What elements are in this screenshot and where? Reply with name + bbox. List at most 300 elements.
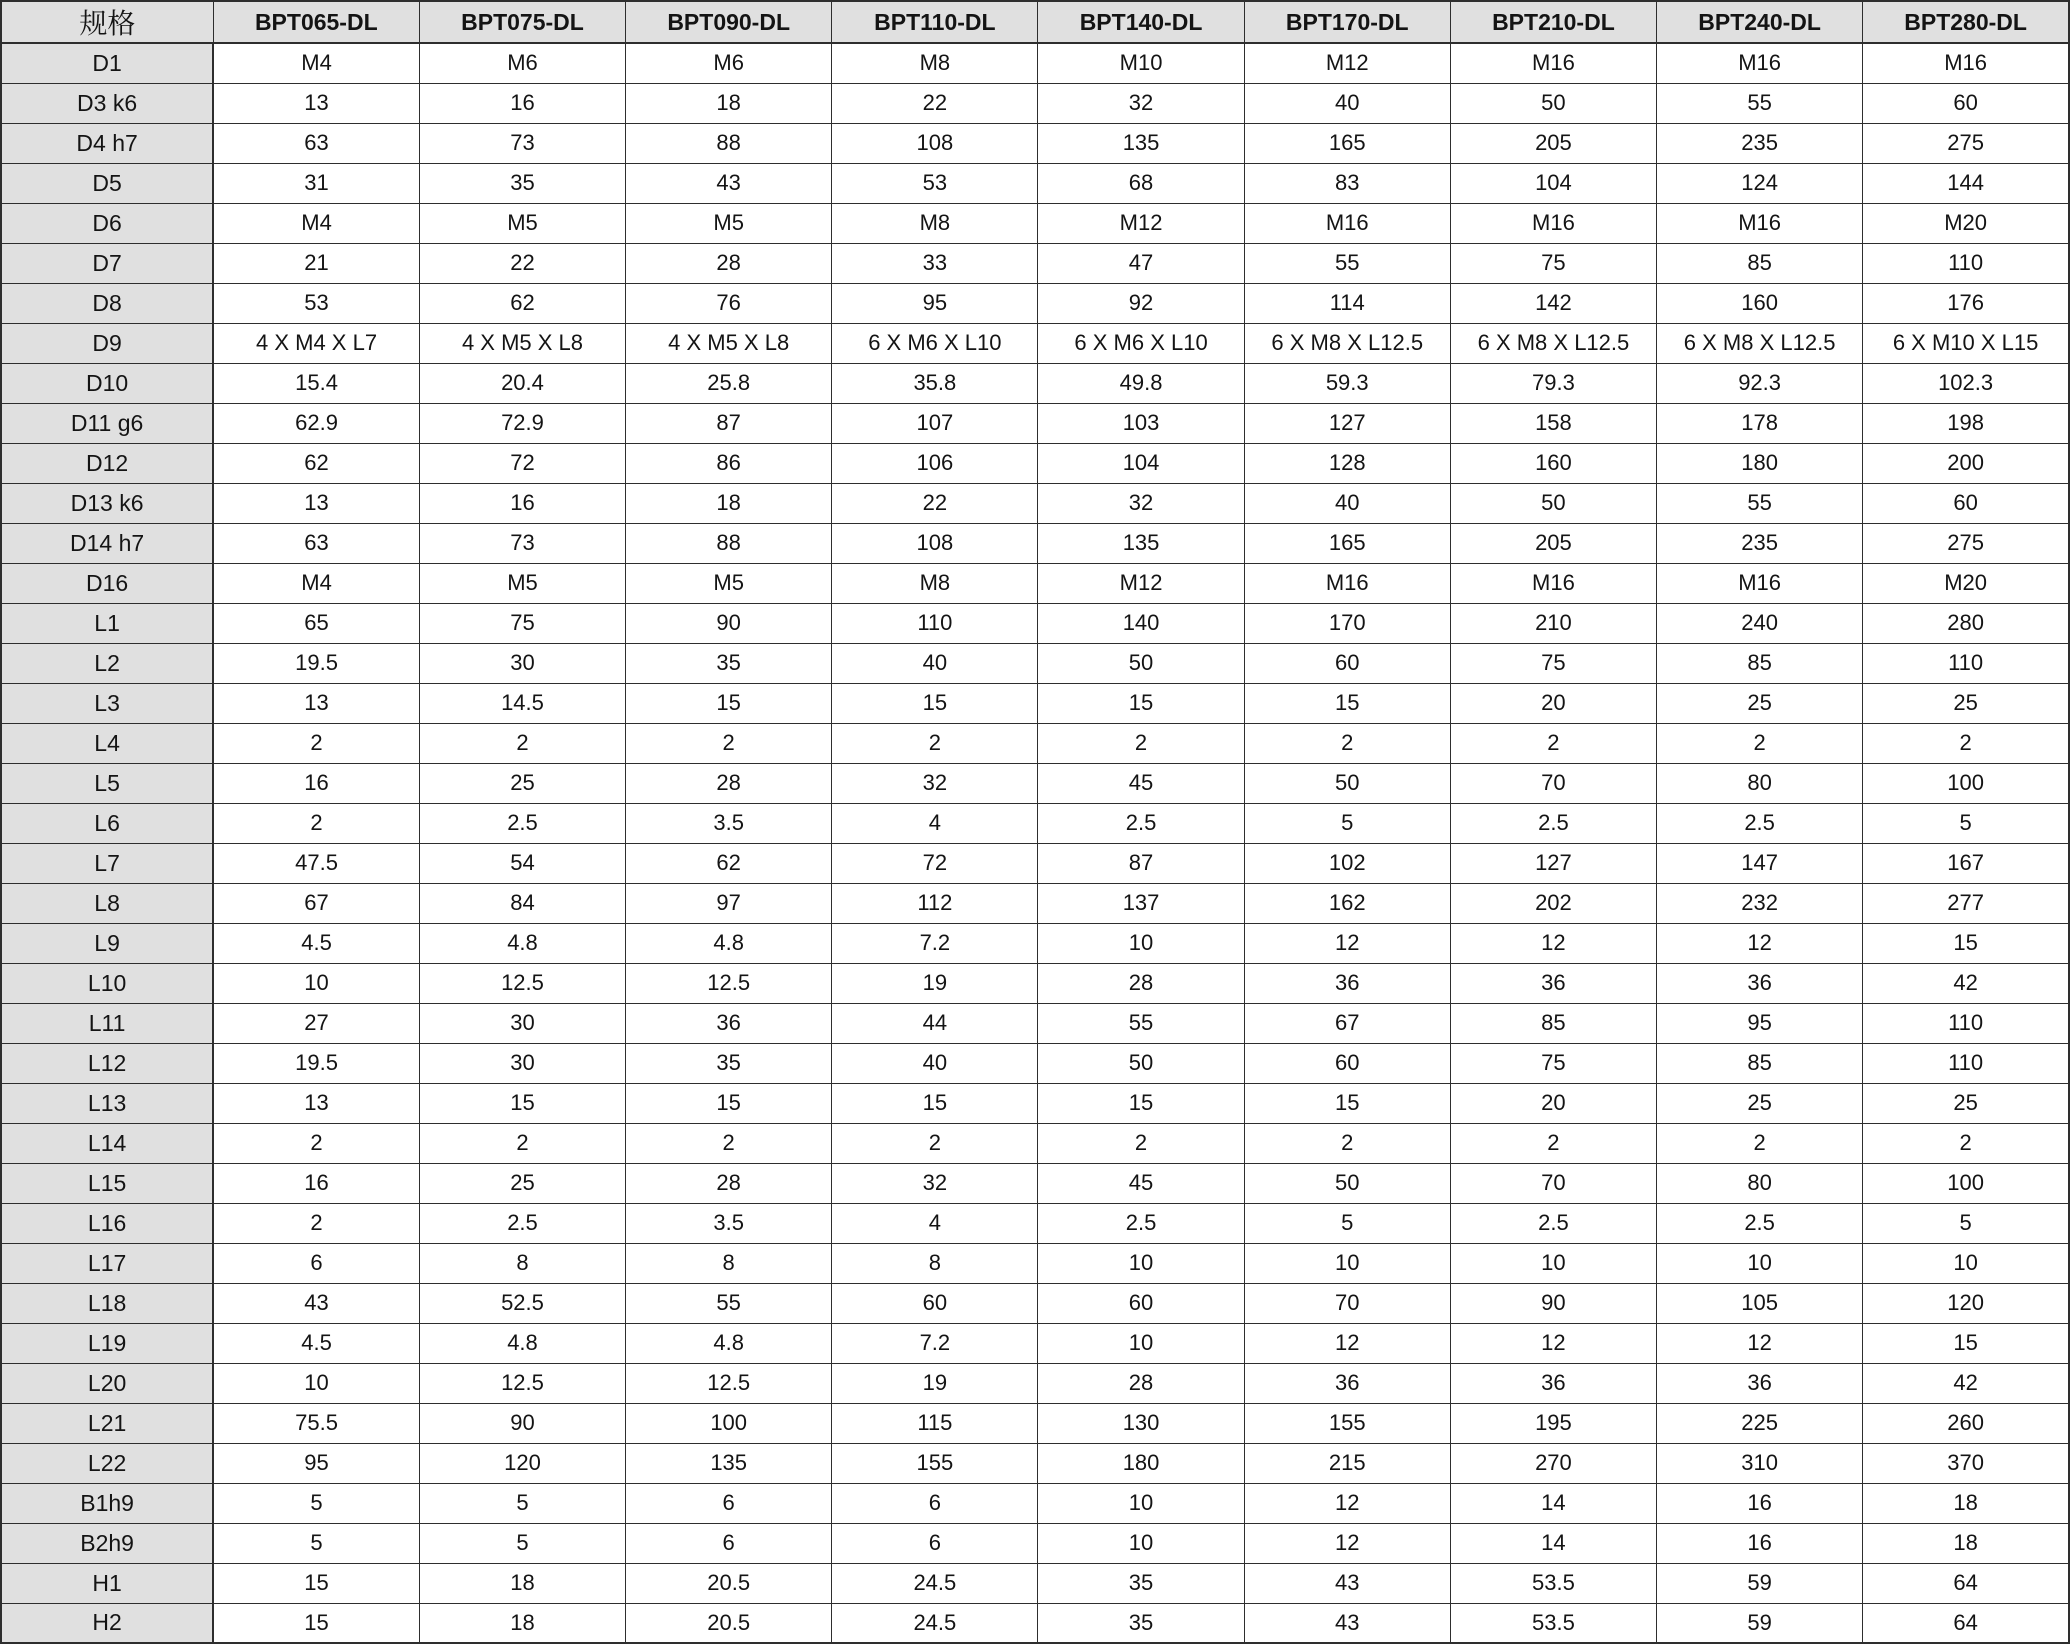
table-cell: 62 [626, 843, 832, 883]
table-cell: 310 [1657, 1443, 1863, 1483]
table-cell: 205 [1450, 523, 1656, 563]
table-cell: 22 [832, 483, 1038, 523]
table-cell: M5 [626, 563, 832, 603]
table-cell: 72 [832, 843, 1038, 883]
table-cell: 85 [1657, 643, 1863, 683]
table-cell: 277 [1863, 883, 2069, 923]
table-cell: 16 [213, 1163, 419, 1203]
table-cell: 130 [1038, 1403, 1244, 1443]
table-cell: 2.5 [1038, 803, 1244, 843]
table-cell: 180 [1038, 1443, 1244, 1483]
table-cell: 20 [1450, 683, 1656, 723]
table-row [1, 323, 2069, 363]
row-label: L14 [1, 1123, 213, 1163]
table-row [1, 1243, 2069, 1283]
table-cell: 85 [1657, 243, 1863, 283]
table-cell: 32 [1038, 483, 1244, 523]
table-cell: M20 [1863, 203, 2069, 243]
column-header-bpt075-dl: BPT075-DL [419, 1, 625, 43]
spec-header-corner-label: 规格 [1, 1, 213, 43]
table-cell: 135 [1038, 123, 1244, 163]
row-label: L22 [1, 1443, 213, 1483]
table-cell: 25 [1657, 683, 1863, 723]
table-cell: 100 [1863, 763, 2069, 803]
table-cell: 2 [626, 723, 832, 763]
table-row [1, 603, 2069, 643]
table-cell: 2.5 [1450, 1203, 1656, 1243]
table-cell: 5 [213, 1523, 419, 1563]
table-cell: 62.9 [213, 403, 419, 443]
table-cell: M4 [213, 203, 419, 243]
table-cell: 22 [419, 243, 625, 283]
table-cell: 162 [1244, 883, 1450, 923]
table-cell: 13 [213, 83, 419, 123]
table-cell: 4.8 [419, 923, 625, 963]
table-cell: 79.3 [1450, 363, 1656, 403]
row-label: D13 k6 [1, 483, 213, 523]
table-cell: 5 [1863, 1203, 2069, 1243]
table-row [1, 483, 2069, 523]
table-cell: 170 [1244, 603, 1450, 643]
table-cell: 92 [1038, 283, 1244, 323]
table-cell: 2 [1657, 723, 1863, 763]
table-cell: 25 [1657, 1083, 1863, 1123]
table-row [1, 43, 2069, 83]
table-cell: 18 [1863, 1523, 2069, 1563]
table-cell: 67 [213, 883, 419, 923]
table-cell: 62 [213, 443, 419, 483]
table-cell: 15 [419, 1083, 625, 1123]
table-row [1, 1163, 2069, 1203]
table-cell: 63 [213, 523, 419, 563]
table-cell: 73 [419, 523, 625, 563]
table-cell: M8 [832, 43, 1038, 83]
table-cell: 225 [1657, 1403, 1863, 1443]
table-cell: 178 [1657, 403, 1863, 443]
table-cell: 158 [1450, 403, 1656, 443]
table-cell: M4 [213, 563, 419, 603]
table-cell: 47 [1038, 243, 1244, 283]
table-cell: 200 [1863, 443, 2069, 483]
table-cell: 6 [832, 1523, 1038, 1563]
table-row [1, 683, 2069, 723]
table-cell: 60 [1863, 83, 2069, 123]
table-cell: 10 [213, 963, 419, 1003]
table-cell: 43 [1244, 1603, 1450, 1643]
table-cell: 35.8 [832, 363, 1038, 403]
row-label: H1 [1, 1563, 213, 1603]
table-cell: 84 [419, 883, 625, 923]
table-cell: 6 [832, 1483, 1038, 1523]
table-cell: 35 [626, 1043, 832, 1083]
table-row [1, 923, 2069, 963]
table-cell: 50 [1244, 763, 1450, 803]
table-cell: 202 [1450, 883, 1656, 923]
table-cell: 13 [213, 1083, 419, 1123]
table-cell: M5 [419, 563, 625, 603]
table-cell: 165 [1244, 523, 1450, 563]
table-cell: 5 [213, 1483, 419, 1523]
table-cell: M5 [419, 203, 625, 243]
table-cell: 4 X M4 X L7 [213, 323, 419, 363]
table-cell: 2 [832, 1123, 1038, 1163]
row-label: D3 k6 [1, 83, 213, 123]
row-label: H2 [1, 1603, 213, 1643]
table-cell: 36 [1450, 963, 1656, 1003]
table-cell: 40 [832, 643, 1038, 683]
table-row [1, 1403, 2069, 1443]
table-cell: 20.5 [626, 1603, 832, 1643]
table-cell: 40 [832, 1043, 1038, 1083]
table-cell: 25 [1863, 683, 2069, 723]
table-cell: 12 [1450, 923, 1656, 963]
table-cell: 53 [832, 163, 1038, 203]
table-cell: 15 [1244, 683, 1450, 723]
table-row [1, 443, 2069, 483]
table-cell: 135 [1038, 523, 1244, 563]
table-cell: 52.5 [419, 1283, 625, 1323]
table-cell: 35 [1038, 1603, 1244, 1643]
table-cell: 64 [1863, 1563, 2069, 1603]
table-cell: 87 [626, 403, 832, 443]
table-cell: 16 [1657, 1483, 1863, 1523]
table-cell: 55 [626, 1283, 832, 1323]
table-cell: 53.5 [1450, 1563, 1656, 1603]
table-cell: 104 [1038, 443, 1244, 483]
table-cell: 36 [1657, 1363, 1863, 1403]
row-label: D4 h7 [1, 123, 213, 163]
table-cell: 15 [1038, 1083, 1244, 1123]
table-cell: M16 [1657, 43, 1863, 83]
table-cell: 90 [1450, 1283, 1656, 1323]
table-row [1, 203, 2069, 243]
table-cell: 120 [419, 1443, 625, 1483]
table-row [1, 1003, 2069, 1043]
table-cell: 100 [626, 1403, 832, 1443]
table-cell: 110 [1863, 1003, 2069, 1043]
table-cell: 8 [626, 1243, 832, 1283]
table-cell: 43 [626, 163, 832, 203]
table-cell: 240 [1657, 603, 1863, 643]
table-row [1, 1363, 2069, 1403]
table-cell: 60 [1244, 1043, 1450, 1083]
table-cell: 15 [213, 1603, 419, 1643]
table-cell: 160 [1657, 283, 1863, 323]
table-cell: 12.5 [626, 1363, 832, 1403]
table-cell: 20.5 [626, 1563, 832, 1603]
table-cell: 90 [626, 603, 832, 643]
table-cell: 3.5 [626, 803, 832, 843]
table-cell: 7.2 [832, 923, 1038, 963]
table-cell: 12 [1657, 1323, 1863, 1363]
table-cell: 5 [1244, 1203, 1450, 1243]
table-cell: 76 [626, 283, 832, 323]
table-cell: 110 [832, 603, 1038, 643]
table-cell: 127 [1244, 403, 1450, 443]
row-label: L19 [1, 1323, 213, 1363]
row-label: L17 [1, 1243, 213, 1283]
table-cell: 15 [213, 1563, 419, 1603]
row-label: D1 [1, 43, 213, 83]
table-row [1, 1443, 2069, 1483]
row-label: L15 [1, 1163, 213, 1203]
table-cell: 4 X M5 X L8 [419, 323, 625, 363]
table-cell: 85 [1657, 1043, 1863, 1083]
table-cell: 95 [213, 1443, 419, 1483]
table-cell: 60 [1244, 643, 1450, 683]
table-cell: 43 [1244, 1563, 1450, 1603]
table-cell: 19.5 [213, 643, 419, 683]
table-cell: 137 [1038, 883, 1244, 923]
table-cell: 45 [1038, 763, 1244, 803]
table-cell: 107 [832, 403, 1038, 443]
table-cell: 210 [1450, 603, 1656, 643]
table-cell: 110 [1863, 643, 2069, 683]
table-cell: 42 [1863, 963, 2069, 1003]
table-cell: 155 [832, 1443, 1038, 1483]
row-label: D14 h7 [1, 523, 213, 563]
table-cell: 75 [1450, 1043, 1656, 1083]
table-row [1, 1043, 2069, 1083]
table-cell: 4.5 [213, 1323, 419, 1363]
row-label: B2h9 [1, 1523, 213, 1563]
row-label: L7 [1, 843, 213, 883]
row-label: L18 [1, 1283, 213, 1323]
table-cell: 135 [626, 1443, 832, 1483]
table-cell: 64 [1863, 1603, 2069, 1643]
table-cell: 12 [1244, 1483, 1450, 1523]
table-cell: 15 [1038, 683, 1244, 723]
table-row [1, 163, 2069, 203]
table-cell: M20 [1863, 563, 2069, 603]
table-cell: 4 X M5 X L8 [626, 323, 832, 363]
table-cell: 97 [626, 883, 832, 923]
column-header-bpt140-dl: BPT140-DL [1038, 1, 1244, 43]
table-cell: 60 [1863, 483, 2069, 523]
row-label: L8 [1, 883, 213, 923]
row-label: D12 [1, 443, 213, 483]
table-cell: 2.5 [1657, 1203, 1863, 1243]
row-label: L12 [1, 1043, 213, 1083]
table-row [1, 723, 2069, 763]
table-cell: 195 [1450, 1403, 1656, 1443]
table-cell: 6 X M8 X L12.5 [1450, 323, 1656, 363]
table-cell: 59 [1657, 1563, 1863, 1603]
table-cell: 235 [1657, 523, 1863, 563]
table-cell: 30 [419, 1043, 625, 1083]
table-cell: 270 [1450, 1443, 1656, 1483]
table-cell: 70 [1450, 1163, 1656, 1203]
table-cell: 15 [1863, 1323, 2069, 1363]
table-cell: 33 [832, 243, 1038, 283]
table-cell: 205 [1450, 123, 1656, 163]
table-cell: 13 [213, 483, 419, 523]
row-label: D8 [1, 283, 213, 323]
table-cell: 75 [1450, 643, 1656, 683]
table-cell: 12 [1657, 923, 1863, 963]
table-cell: 104 [1450, 163, 1656, 203]
column-header-bpt065-dl: BPT065-DL [213, 1, 419, 43]
table-cell: 22 [832, 83, 1038, 123]
table-cell: 112 [832, 883, 1038, 923]
table-row [1, 1083, 2069, 1123]
table-cell: 16 [213, 763, 419, 803]
table-cell: 102.3 [1863, 363, 2069, 403]
table-cell: 127 [1450, 843, 1656, 883]
table-cell: 155 [1244, 1403, 1450, 1443]
table-cell: 140 [1038, 603, 1244, 643]
table-cell: 28 [626, 1163, 832, 1203]
table-cell: 25 [419, 763, 625, 803]
table-cell: 2 [213, 803, 419, 843]
table-cell: M8 [832, 563, 1038, 603]
table-cell: 120 [1863, 1283, 2069, 1323]
table-cell: 88 [626, 523, 832, 563]
table-cell: 128 [1244, 443, 1450, 483]
table-row [1, 843, 2069, 883]
table-row [1, 403, 2069, 443]
row-label: D11 g6 [1, 403, 213, 443]
table-cell: M16 [1450, 43, 1656, 83]
row-label: L20 [1, 1363, 213, 1403]
row-label: L16 [1, 1203, 213, 1243]
table-cell: 36 [1657, 963, 1863, 1003]
table-row [1, 1283, 2069, 1323]
table-cell: 103 [1038, 403, 1244, 443]
table-cell: 60 [1038, 1283, 1244, 1323]
table-cell: 10 [1244, 1243, 1450, 1283]
table-row [1, 803, 2069, 843]
row-label: L4 [1, 723, 213, 763]
table-cell: 2 [1450, 1123, 1656, 1163]
row-label: L2 [1, 643, 213, 683]
table-cell: 2 [213, 723, 419, 763]
table-cell: 3.5 [626, 1203, 832, 1243]
table-cell: M16 [1657, 563, 1863, 603]
table-cell: 70 [1244, 1283, 1450, 1323]
table-row [1, 1523, 2069, 1563]
table-cell: 12.5 [626, 963, 832, 1003]
column-header-bpt090-dl: BPT090-DL [626, 1, 832, 43]
table-cell: M5 [626, 203, 832, 243]
table-row [1, 1563, 2069, 1603]
table-cell: 18 [419, 1563, 625, 1603]
table-cell: 35 [419, 163, 625, 203]
table-cell: 67 [1244, 1003, 1450, 1043]
table-cell: 14 [1450, 1483, 1656, 1523]
table-cell: 260 [1863, 1403, 2069, 1443]
table-cell: 25.8 [626, 363, 832, 403]
table-row [1, 1323, 2069, 1363]
table-cell: 60 [832, 1283, 1038, 1323]
table-cell: 18 [626, 483, 832, 523]
table-row [1, 1123, 2069, 1163]
table-cell: 124 [1657, 163, 1863, 203]
table-cell: 30 [419, 1003, 625, 1043]
table-cell: 47.5 [213, 843, 419, 883]
row-label: D7 [1, 243, 213, 283]
table-cell: M6 [626, 43, 832, 83]
column-header-bpt110-dl: BPT110-DL [832, 1, 1038, 43]
table-cell: 36 [626, 1003, 832, 1043]
table-cell: 30 [419, 643, 625, 683]
table-cell: 12 [1244, 923, 1450, 963]
table-cell: 25 [1863, 1083, 2069, 1123]
table-cell: 106 [832, 443, 1038, 483]
table-cell: 10 [1038, 923, 1244, 963]
table-cell: M16 [1863, 43, 2069, 83]
table-cell: 15 [1863, 923, 2069, 963]
table-cell: 2 [1863, 1123, 2069, 1163]
table-row [1, 1203, 2069, 1243]
table-row [1, 123, 2069, 163]
table-cell: 2.5 [419, 803, 625, 843]
table-cell: 12.5 [419, 1363, 625, 1403]
table-cell: 2 [1038, 723, 1244, 763]
table-cell: 87 [1038, 843, 1244, 883]
table-cell: 28 [1038, 963, 1244, 1003]
table-cell: 85 [1450, 1003, 1656, 1043]
table-cell: M16 [1244, 563, 1450, 603]
table-cell: 19.5 [213, 1043, 419, 1083]
table-cell: 108 [832, 123, 1038, 163]
table-cell: 13 [213, 683, 419, 723]
table-cell: M12 [1244, 43, 1450, 83]
table-cell: 80 [1657, 763, 1863, 803]
table-cell: 105 [1657, 1283, 1863, 1323]
table-cell: 54 [419, 843, 625, 883]
table-cell: 15 [832, 1083, 1038, 1123]
table-cell: 110 [1863, 243, 2069, 283]
table-cell: 232 [1657, 883, 1863, 923]
table-cell: 6 [213, 1243, 419, 1283]
table-cell: 147 [1657, 843, 1863, 883]
table-cell: 15 [1244, 1083, 1450, 1123]
table-cell: 6 X M8 X L12.5 [1657, 323, 1863, 363]
table-cell: 15 [832, 683, 1038, 723]
table-row [1, 883, 2069, 923]
table-cell: 2 [419, 723, 625, 763]
table-row [1, 1483, 2069, 1523]
table-cell: 28 [1038, 1363, 1244, 1403]
table-cell: 45 [1038, 1163, 1244, 1203]
table-cell: 2 [213, 1203, 419, 1243]
table-cell: 18 [1863, 1483, 2069, 1523]
table-cell: 55 [1244, 243, 1450, 283]
row-label: L1 [1, 603, 213, 643]
table-cell: 50 [1244, 1163, 1450, 1203]
table-cell: M8 [832, 203, 1038, 243]
table-cell: 12 [1244, 1323, 1450, 1363]
table-cell: 24.5 [832, 1603, 1038, 1643]
table-cell: 280 [1863, 603, 2069, 643]
table-cell: 59 [1657, 1603, 1863, 1643]
table-cell: 36 [1244, 1363, 1450, 1403]
table-cell: 2.5 [1657, 803, 1863, 843]
table-cell: 8 [832, 1243, 1038, 1283]
table-row [1, 963, 2069, 1003]
row-label: L11 [1, 1003, 213, 1043]
table-row [1, 243, 2069, 283]
table-cell: 100 [1863, 1163, 2069, 1203]
table-cell: 15 [626, 683, 832, 723]
table-cell: 144 [1863, 163, 2069, 203]
table-cell: 275 [1863, 123, 2069, 163]
table-cell: 235 [1657, 123, 1863, 163]
table-cell: 86 [626, 443, 832, 483]
row-label: L10 [1, 963, 213, 1003]
table-cell: 4.8 [626, 1323, 832, 1363]
